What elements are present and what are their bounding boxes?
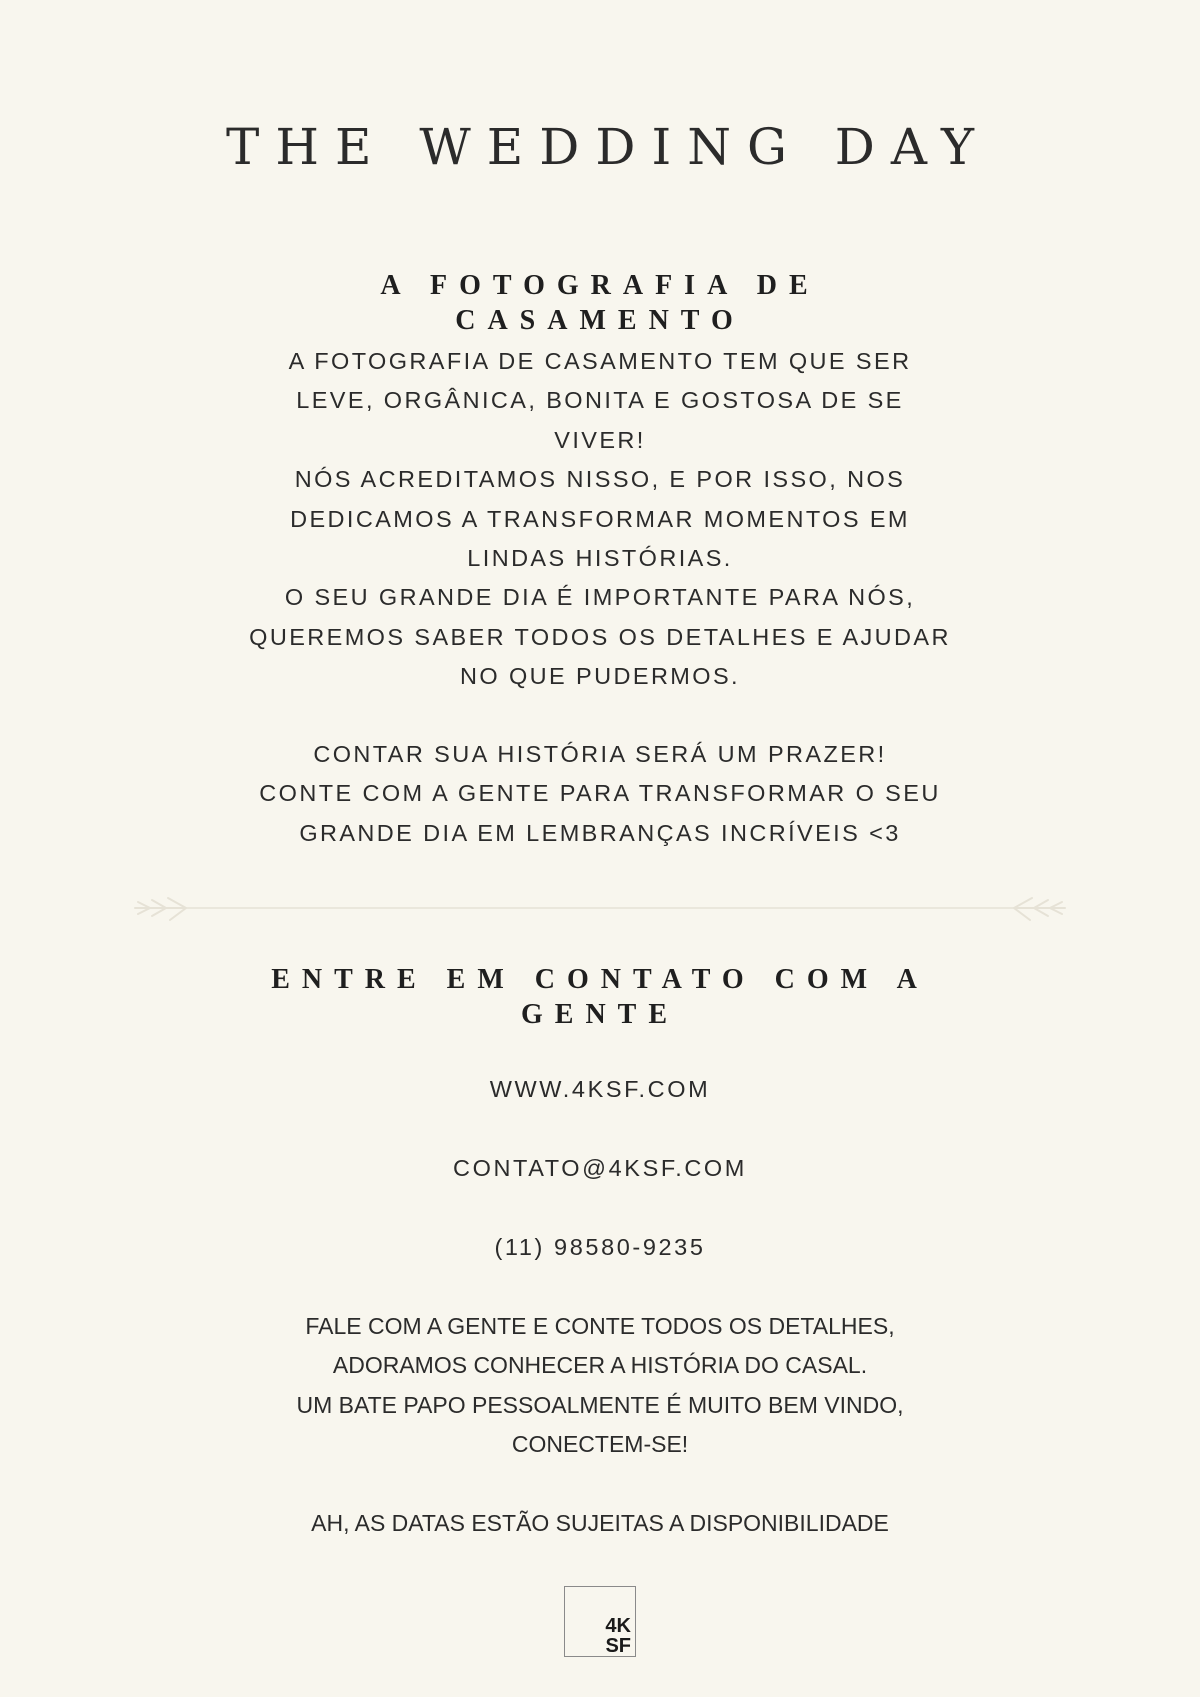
contact-note [220, 1307, 980, 1465]
closing-paragraph [220, 735, 980, 853]
heading-line: GENTE [520, 999, 680, 1030]
text-line: GRANDE DIA EM LEMBRANÇAS INCRÍVEIS <3 [299, 819, 901, 846]
phone-number[interactable]: (11) 98580-9235 [494, 1234, 706, 1260]
section-heading-photography: A FOTOGRAFIA DE CASAMENTO [380, 270, 820, 336]
section-heading-contact [240, 962, 960, 1032]
availability-note: AH, AS DATAS ESTÃO SUJEITAS A DISPONIBILIDADE [311, 1510, 889, 1536]
website-link[interactable]: WWW.4KSF.COM [489, 1076, 711, 1102]
page-title: THE WEDDING DAY [226, 118, 990, 176]
text-line: CONTE COM A GENTE PARA TRANSFORMAR O SEU [259, 780, 941, 807]
text-line: CONECTEM-SE! [511, 1431, 689, 1458]
email-link[interactable]: CONTATO@4KSF.COM [453, 1155, 747, 1181]
logo-text: 4K [605, 1615, 631, 1637]
text-line: VIVER! [554, 426, 646, 453]
text-line: NO QUE PUDERMOS. [460, 663, 740, 690]
text-line: LEVE, ORGÂNICA, BONITA E GOSTOSA DE SE [296, 387, 904, 414]
text-line: FALE COM A GENTE E CONTE TODOS OS DETALHES, [305, 1313, 895, 1339]
text-line: NÓS ACREDITAMOS NISSO, E POR ISSO, NOS [294, 466, 906, 493]
text-line: ADORAMOS CONHECER A HISTÓRIA DO CASAL. [332, 1352, 868, 1379]
text-line: CONTAR SUA HISTÓRIA SERÁ UM PRAZER! [313, 741, 887, 767]
text-line: QUEREMOS SABER TODOS OS DETALHES E AJUDAR [249, 623, 951, 650]
brand-logo [564, 1586, 636, 1657]
fern-divider-icon [130, 890, 1070, 926]
text-line: LINDAS HISTÓRIAS. [467, 545, 733, 572]
text-line: O SEU GRANDE DIA É IMPORTANTE PARA NÓS, [284, 584, 916, 611]
text-line: UM BATE PAPO PESSOALMENTE É MUITO BEM VINDO, [296, 1391, 904, 1418]
heading-line: ENTRE EM CONTATO COM A [271, 964, 929, 995]
logo-text: SF [605, 1635, 631, 1657]
text-line: A FOTOGRAFIA DE CASAMENTO TEM QUE SER [288, 348, 912, 374]
text-line: DEDICAMOS A TRANSFORMAR MOMENTOS EM [290, 505, 910, 532]
intro-paragraph [220, 342, 980, 697]
